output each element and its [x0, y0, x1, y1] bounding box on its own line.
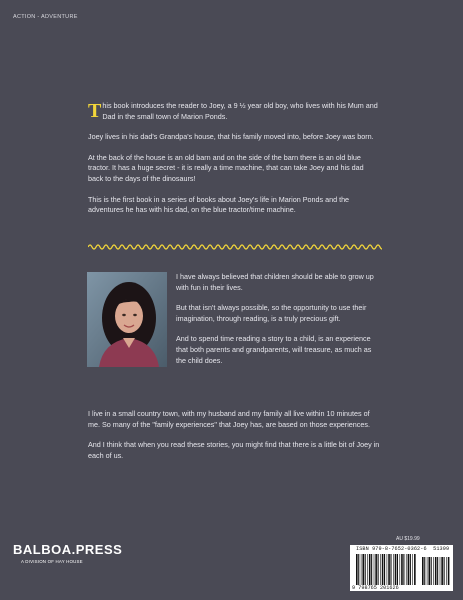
wavy-divider	[88, 243, 382, 251]
publisher-subtitle: A DIVISION OF HAY HOUSE	[21, 559, 83, 564]
publisher-logo	[13, 543, 122, 564]
blurb-paragraph-2: Joey lives in his dad's Grandpa's house, that his family moved into, before Joey was born.	[88, 132, 374, 142]
blurb-paragraph-1-text: his book introduces the reader to Joey, a 9 ½ year old boy, who lives with his Mum and Dad in the small town of Marion Ponds.	[102, 101, 378, 121]
isbn-addon: 51399	[433, 546, 450, 552]
drop-cap: T	[88, 100, 102, 122]
author-bio-full	[88, 409, 382, 471]
blurb-paragraph-4: This is the first book in a series of books about Joey's life in Marion Ponds and the adventures he has with his dad, on the blue tractor/time machine.	[88, 194, 350, 215]
author-photo	[87, 272, 167, 367]
isbn-barcode	[350, 545, 453, 591]
book-blurb	[88, 101, 378, 226]
bio-paragraph-2: But that isn't always possible, so the opportunity to use their imagination, through reading, is a truly precious gift.	[176, 303, 367, 323]
bio-paragraph-5: And I think that when you read these stories, you might find that there is a little bit of Joey in each of us.	[88, 440, 380, 460]
bio-paragraph-1: I have always believed that children should be able to grow up with fun in their lives.	[176, 272, 374, 292]
isbn-number: ISBN 979-8-7652-0362-6	[356, 546, 427, 552]
bio-paragraph-4: I live in a small country town, with my husband and my family all live within 10 minutes of me. So many of the "family experiences" that Joey has, are based on those experiences.	[88, 409, 370, 429]
author-bio-side	[176, 272, 381, 376]
blurb-paragraph-1	[88, 101, 378, 122]
genre-label: ACTION - ADVENTURE	[13, 14, 78, 20]
blurb-paragraph-3: At the back of the house is an old barn and on the side of the barn there is an old blue tractor. It has a huge secret - it is really a time machine, that can take Joey and his dad back to the days of the dinosaurs!	[88, 152, 364, 183]
price-label: AU $19.99	[396, 536, 420, 542]
publisher-name: BALBOA.PRESS	[13, 542, 123, 557]
bio-paragraph-3: And to spend time reading a story to a child, is an experience that both parents and grandparents, will treasure, as much as the child does.	[176, 334, 372, 365]
ean-digits: 9 798765 201626	[352, 585, 399, 591]
